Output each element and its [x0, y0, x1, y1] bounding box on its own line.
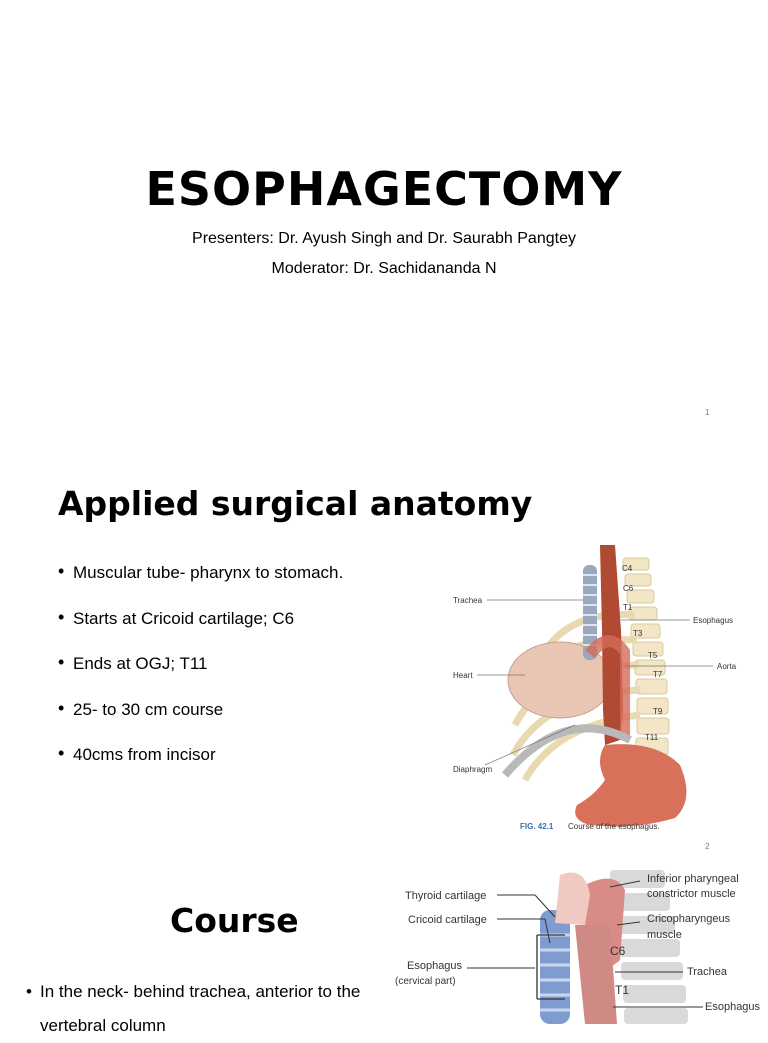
vertebra-label: C4	[622, 564, 633, 573]
course-slide	[0, 855, 768, 1035]
presenters-line: Presenters: Dr. Ayush Singh and Dr. Saurabh Pangtey	[192, 230, 576, 247]
label-muscle: muscle	[647, 929, 682, 941]
slide-title: Applied surgical anatomy	[58, 484, 533, 523]
anatomy-slide	[0, 430, 768, 855]
label-diaphragm: Diaphragm	[453, 765, 493, 774]
bullet-item: • Starts at Cricoid cartilage; C6	[58, 609, 343, 655]
moderator-line: Moderator: Dr. Sachidananda N	[271, 260, 497, 277]
trachea-shape	[540, 910, 570, 1024]
slide-number: 1	[705, 408, 710, 417]
vertebra-label: T3	[633, 629, 643, 638]
label-aorta: Aorta	[717, 662, 737, 671]
vertebra-label: T1	[615, 983, 630, 997]
thyroid-cartilage-shape	[555, 873, 590, 926]
vertebra-label: T5	[648, 651, 658, 660]
bullet-item: • 25- to 30 cm course	[58, 700, 343, 746]
label-trachea: Trachea	[453, 596, 483, 605]
vertebra-label: C6	[623, 584, 634, 593]
esophagus-course-figure	[445, 540, 755, 835]
label-heart: Heart	[453, 671, 473, 680]
presentation-title: ESOPHAGECTOMY	[145, 162, 623, 216]
figure-caption: Course of the esophagus.	[568, 822, 660, 831]
label-inferior-pharyngeal: Inferior pharyngeal	[647, 873, 739, 885]
figure-number: FIG. 42.1	[520, 822, 554, 831]
stomach-shape	[575, 744, 686, 826]
label-cricoid-cartilage: Cricoid cartilage	[408, 914, 487, 926]
slide-title: Course	[170, 901, 299, 940]
label-esophagus: Esophagus	[693, 616, 734, 625]
bullet-item: • 40cms from incisor	[58, 745, 343, 791]
bullet-list	[58, 563, 343, 791]
label-constrictor-muscle: constrictor muscle	[647, 888, 736, 900]
label-cervical-part: (cervical part)	[395, 976, 456, 987]
label-esophagus: Esophagus	[705, 1001, 761, 1013]
vertebra-label: T1	[623, 603, 633, 612]
vertebra-label: C6	[610, 944, 626, 958]
vertebra-label: T9	[653, 707, 663, 716]
label-trachea: Trachea	[687, 966, 727, 978]
vertebra-label: T7	[653, 670, 663, 679]
vertebra-label: T11	[645, 733, 659, 742]
bullet-item: • In the neck- behind trachea, anterior to the vertebral column	[26, 975, 380, 1043]
bullet-item: • Muscular tube- pharynx to stomach.	[58, 563, 343, 609]
title-slide	[0, 0, 768, 430]
esophagus-shape	[575, 925, 617, 1024]
label-cricopharyngeus: Cricopharyngeus	[647, 913, 731, 925]
label-esophagus-cervical: Esophagus	[407, 960, 463, 972]
cervical-esophagus-figure	[385, 865, 768, 1024]
bullet-item: • Ends at OGJ; T11	[58, 654, 343, 700]
slide-number: 2	[705, 842, 710, 851]
label-thyroid-cartilage: Thyroid cartilage	[405, 890, 487, 902]
